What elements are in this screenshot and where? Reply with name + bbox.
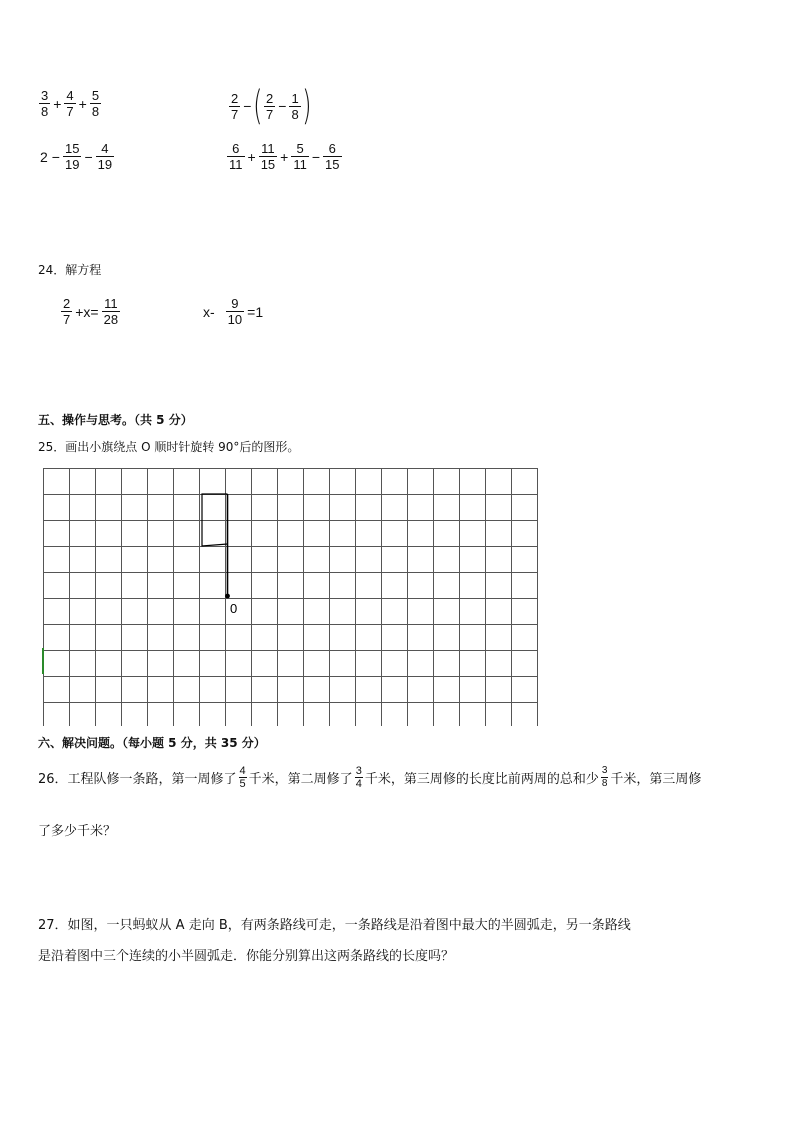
numerator: 2	[266, 90, 274, 106]
section-6-heading: 六、解决问题。（每小题 5 分，共 35 分）	[38, 736, 266, 750]
fraction	[102, 296, 120, 327]
operator: −	[243, 98, 252, 114]
operator: −	[278, 98, 287, 114]
denominator: 7	[63, 312, 71, 327]
operator: +	[280, 148, 289, 165]
whole-number: 2	[40, 148, 48, 165]
numerator: 5	[91, 88, 100, 103]
right-paren: )	[301, 83, 312, 129]
denominator: 7	[266, 106, 274, 122]
fraction	[227, 141, 245, 172]
numerator: 1	[291, 90, 299, 106]
question-25-text: 25．画出小旗绕点 O 顺时针旋转 90°后的图形。	[38, 440, 300, 454]
denominator: 7	[231, 106, 239, 122]
operator: +	[247, 148, 256, 165]
numerator: 5	[296, 141, 304, 156]
fraction	[90, 88, 101, 119]
section-5-heading: 五、操作与思考。（共 5 分）	[38, 413, 193, 427]
operator: +	[53, 95, 62, 112]
fraction	[229, 91, 240, 122]
q26-text-4: 千米，第三周修	[610, 772, 702, 787]
numerator: 9	[231, 296, 239, 311]
equation-1	[60, 296, 121, 327]
numerator: 2	[63, 296, 71, 311]
left-paren: (	[253, 83, 263, 129]
grid-lines	[43, 468, 538, 726]
numerator: 3	[355, 765, 362, 777]
q26-text-1: 26．工程队修一条路，第一周修了	[38, 772, 237, 787]
fraction	[355, 765, 363, 790]
denominator: 15	[260, 157, 276, 172]
numerator: 11	[104, 296, 118, 311]
fraction	[63, 141, 81, 172]
denominator: 7	[66, 104, 74, 119]
q26-text-2: 千米，第二周修了	[248, 772, 353, 787]
fraction	[259, 141, 277, 172]
equation-tail: =1	[247, 303, 264, 320]
point-o-label: 0	[230, 601, 238, 616]
denominator: 15	[325, 157, 340, 172]
denominator: 8	[601, 778, 608, 789]
rotation-grid	[41, 466, 546, 726]
fraction	[239, 765, 247, 790]
denominator: 11	[229, 157, 243, 172]
fraction	[39, 88, 50, 119]
denominator: 19	[97, 157, 113, 172]
denominator: 11	[293, 157, 307, 172]
denominator: 5	[239, 778, 246, 790]
equation-2	[201, 296, 265, 327]
question-26-line-1	[38, 765, 701, 790]
numerator: 3	[601, 765, 608, 776]
fraction	[323, 141, 341, 172]
numerator: 4	[66, 88, 74, 103]
point-o	[225, 594, 230, 599]
q26-text-3: 千米，第三周修的长度比前两周的总和少	[364, 772, 599, 787]
operator: −	[311, 148, 321, 165]
denominator: 10	[227, 312, 243, 327]
denominator: 8	[291, 106, 299, 122]
expression-3	[38, 141, 115, 172]
operator: −	[84, 148, 93, 165]
equation-mid: +x=	[75, 303, 99, 320]
numerator: 3	[41, 88, 49, 103]
fraction	[289, 91, 300, 122]
numerator: 4	[101, 141, 109, 156]
operator: −	[51, 148, 60, 165]
fraction	[601, 765, 609, 790]
denominator: 8	[91, 104, 100, 119]
fraction	[226, 296, 244, 327]
numerator: 2	[231, 90, 239, 106]
question-26-line-2: 了多少千米？	[38, 824, 117, 839]
fraction	[264, 91, 275, 122]
denominator: 19	[64, 157, 80, 172]
numerator: 15	[64, 141, 80, 156]
numerator: 4	[239, 765, 246, 777]
expression-2	[228, 83, 312, 129]
question-27-line-2: 是沿着图中三个连续的小半圆弧走．你能分别算出这两条路线的长度吗？	[38, 949, 455, 964]
denominator: 28	[103, 312, 119, 327]
question-27-line-1: 27．如图，一只蚂蚁从 A 走向 B，有两条路线可走，一条路线是沿着图中最大的半圆弧走，另一条路线	[38, 918, 631, 933]
numerator: 11	[261, 141, 275, 156]
equation-lead: x-	[203, 303, 215, 320]
fraction	[96, 141, 114, 172]
denominator: 4	[355, 778, 362, 790]
question-24-title: 24．解方程	[38, 263, 102, 277]
fraction	[291, 141, 309, 172]
expression-1	[38, 88, 102, 119]
operator: +	[78, 95, 87, 112]
numerator: 6	[232, 141, 240, 156]
fraction	[64, 88, 75, 119]
numerator: 6	[328, 141, 336, 156]
denominator: 8	[41, 104, 49, 119]
expression-4	[226, 141, 343, 172]
fraction	[61, 296, 72, 327]
